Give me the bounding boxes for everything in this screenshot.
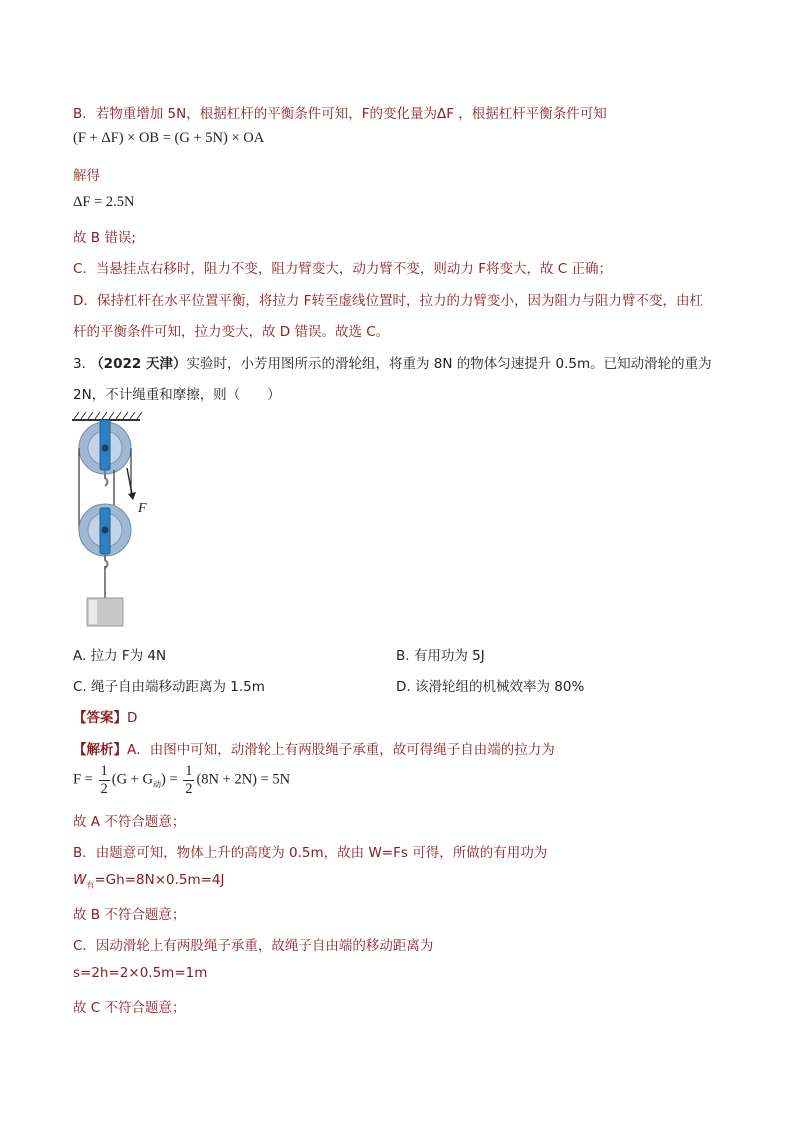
solution-b-wrong: 故 B 错误; <box>73 230 136 246</box>
fixed-pulley-axle <box>102 445 109 452</box>
analysis-b-conclusion: 故 B 不符合题意； <box>73 907 186 923</box>
fraction-half-2: $\frac{1}{2}$ <box>185 763 193 797</box>
solution-b-equation: (F + ΔF) × OB = (G + 5N) × OA <box>73 130 265 146</box>
force-arrow-head <box>128 492 136 500</box>
question-3-line-1 <box>73 352 712 372</box>
analysis-b-equation <box>73 872 225 891</box>
f-eq-mid2: ) = <box>160 771 178 788</box>
solution-delta-f: ΔF = 2.5N <box>73 194 135 210</box>
solution-d-line-1: D．保持杠杆在水平位置平衡，将拉力 F转至虚线位置时，拉力的力臂变小，因为阻力与阻力臂不变，由杠 <box>73 293 703 309</box>
b-eq-sub: 有 <box>86 880 95 890</box>
pulley-system-figure <box>68 408 208 633</box>
b-eq-w: W <box>73 872 87 888</box>
b-eq-rest: =Gh=8N×0.5m=4J <box>94 872 225 888</box>
question-text-1: 实验时，小芳用图所示的滑轮组，将重为 8N 的物体匀速提升 0.5m。已知动滑轮的重为 <box>186 356 712 372</box>
option-a: A. 拉力 F为 4N <box>73 648 167 664</box>
f-eq-mid: (G + G <box>111 771 153 788</box>
fraction-half-1: $\frac{1}{2}$ <box>100 763 108 797</box>
solution-jiede: 解得 <box>73 168 100 184</box>
analysis-a-text: A．由图中可知，动滑轮上有两股绳子承重，故可得绳子自由端的拉力为 <box>127 742 555 758</box>
analysis-c-conclusion: 故 C 不符合题意； <box>73 1000 186 1016</box>
ceiling-hatch <box>74 412 142 419</box>
question-source: （2022 天津） <box>90 356 187 372</box>
analysis-c-line: C．因动滑轮上有两股绳子承重，故绳子自由端的移动距离为 <box>73 938 434 954</box>
answer-line <box>73 706 137 726</box>
option-b: B. 有用功为 5J <box>396 648 485 664</box>
answer-value: D <box>127 710 138 726</box>
solution-b-line: B．若物重增加 5N，根据杠杆的平衡条件可知，F的变化量为ΔF ，根据杠杆平衡条件可知 <box>73 106 607 122</box>
solution-c-line: C．当悬挂点右移时，阻力不变，阻力臂变大，动力臂不变，则动力 F将变大，故 C 正确； <box>73 261 612 277</box>
question-3-line-2: 2N，不计绳重和摩擦，则（ ） <box>73 387 281 403</box>
analysis-c-equation: s=2h=2×0.5m=1m <box>73 965 208 981</box>
f-eq-lhs: F = <box>73 771 93 788</box>
movable-pulley-axle <box>102 527 109 534</box>
force-label: F <box>138 501 147 516</box>
option-d: D. 该滑轮组的机械效率为 80% <box>396 679 585 695</box>
f-eq-rhs: (8N + 2N) = 5N <box>196 771 291 788</box>
option-c: C. 绳子自由端移动距离为 1.5m <box>73 679 265 695</box>
f-eq-sub: 动 <box>152 780 161 790</box>
analysis-b-line: B．由题意可知，物体上升的高度为 0.5m，故由 W=Fs 可得，所做的有用功为 <box>73 845 548 861</box>
analysis-label: 【解析】 <box>73 742 127 758</box>
solution-d-line-2: 杆的平衡条件可知，拉力变大，故 D 错误。故选 C。 <box>73 324 390 340</box>
weight-highlight <box>89 600 97 624</box>
analysis-a-line <box>73 738 555 758</box>
analysis-a-conclusion: 故 A 不符合题意； <box>73 814 186 830</box>
question-number: 3. <box>73 356 86 372</box>
analysis-f-equation <box>73 764 290 796</box>
answer-label: 【答案】 <box>73 710 127 726</box>
